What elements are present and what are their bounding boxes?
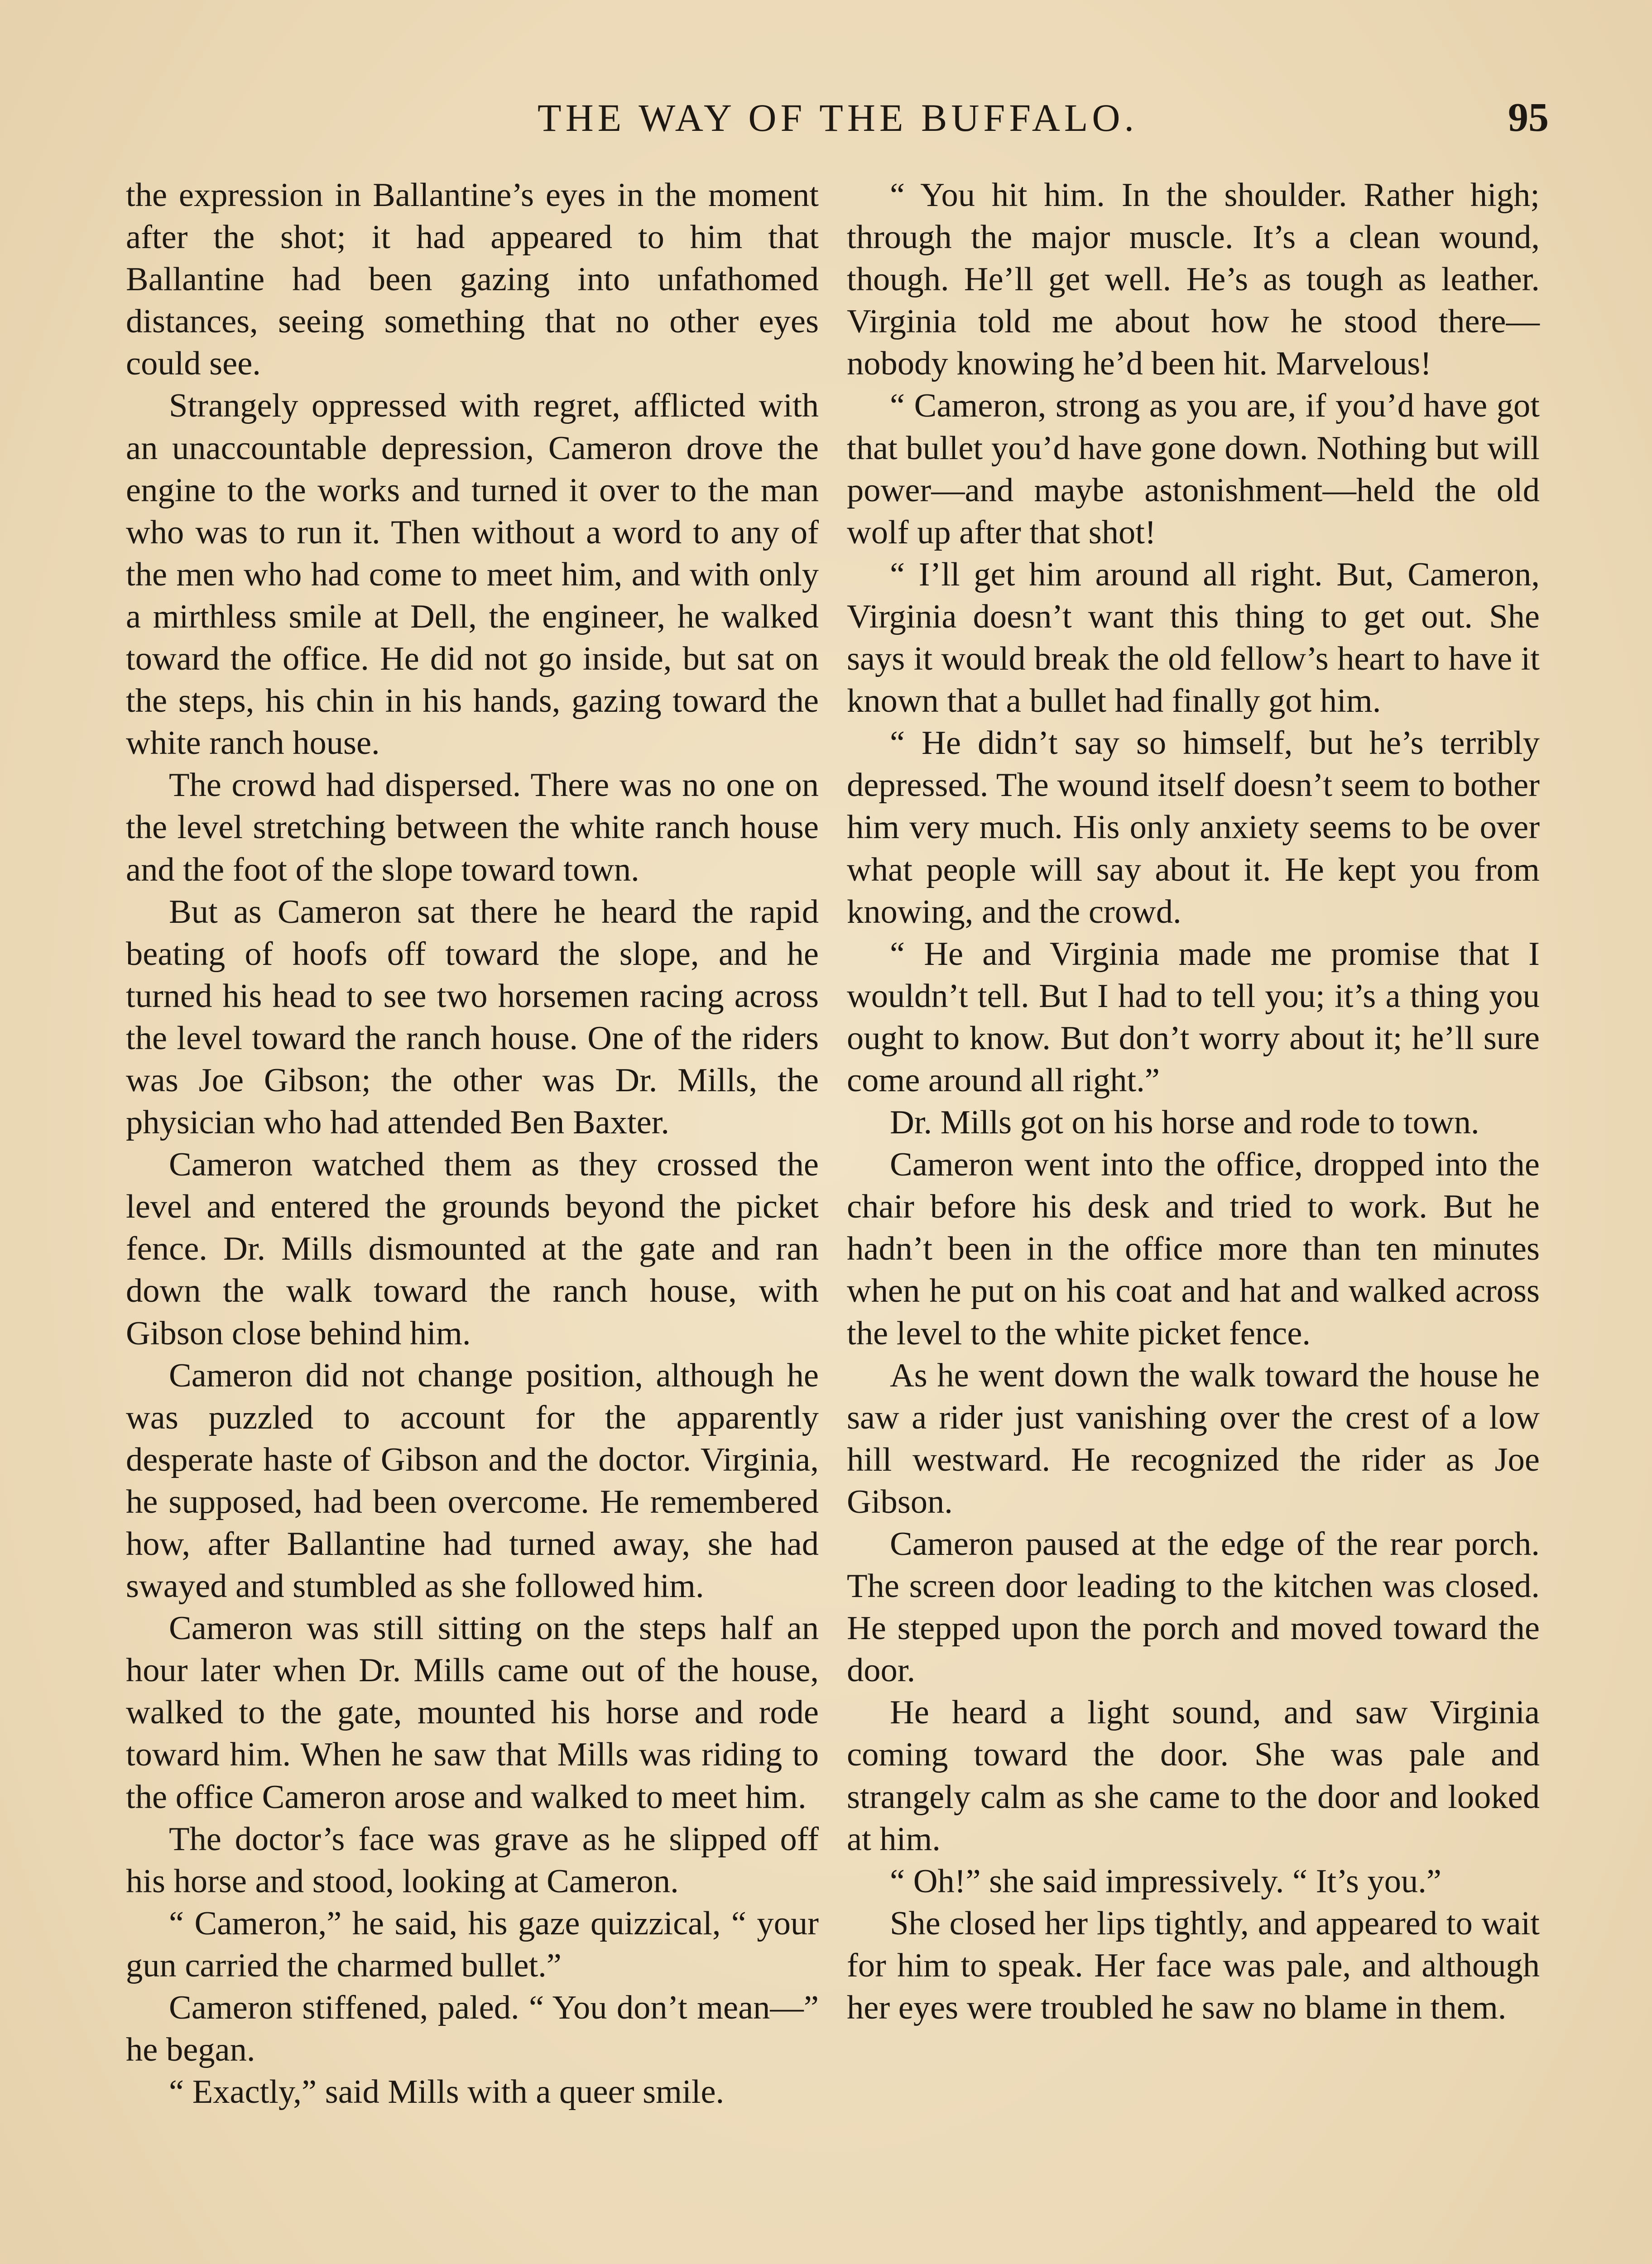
paragraph: Cameron was still sitting on the steps half an hour later when Dr. Mills came out of the house, walked to the gate, mounted his horse and rode toward him. When he saw that Mills was riding to the office Cameron arose and walked to meet him. xyxy=(126,1610,819,1816)
page-header xyxy=(127,93,1549,143)
paragraph: The doctor’s face was grave as he slipped off his horse and stood, looking at Cameron. xyxy=(126,1820,819,1900)
right-column xyxy=(847,174,1540,2029)
paragraph: The crowd had dispersed. There was no one on the level stretching between the white ranch house and the foot of the slope toward town. xyxy=(126,767,819,888)
paragraph: Cameron did not change position, although he was puzzled to account for the apparently desperate haste of Gibson and the doctor. Virginia, he supposed, had been overcome. He remembered how, after Ballantine had turned away, she had swayed and stumbled as she followed him. xyxy=(126,1357,819,1605)
paragraph: Cameron stiffened, paled. “ You don’t mean—” he began. xyxy=(126,1989,819,2069)
paragraph: Strangely oppressed with regret, afflicted with an unaccountable depression, Cameron drove the engine to the works and turned it over to the man who was to run it. Then without a word to any of the men who had come to meet him, and with only a mirthless smile at Dell, the engineer, he walked toward the office. He did not go inside, but sat on the steps, his chin in his hands, gazing toward the white ranch house. xyxy=(126,387,819,762)
paragraph: Cameron went into the office, dropped into the chair before his desk and tried to work. But he hadn’t been in the office more than ten minutes when he put on his coat and hat and walked across the level to the white picket fence. xyxy=(847,1146,1540,1352)
paragraph: As he went down the walk toward the house he saw a rider just vanishing over the crest of a low hill westward. He recognized the rider as Joe Gibson. xyxy=(847,1357,1540,1521)
paragraph: “ I’ll get him around all right. But, Cameron, Virginia doesn’t want this thing to get out. She says it would break the old fellow’s heart to have it known that a bullet had finally got him. xyxy=(847,556,1540,720)
paragraph: Cameron paused at the edge of the rear porch. The screen door leading to the kitchen was closed. He stepped upon the porch and moved toward the door. xyxy=(847,1525,1540,1689)
paragraph: “ He and Virginia made me promise that I wouldn’t tell. But I had to tell you; it’s a thing you ought to know. But don’t worry about it; he’ll sure come around all right.” xyxy=(847,935,1540,1099)
paragraph: the expression in Ballantine’s eyes in the moment after the shot; it had appeared to him that Ballantine had been gazing into unfathomed distances, seeing something that no other eyes could see. xyxy=(126,177,819,383)
page-number: 95 xyxy=(1508,95,1549,140)
paragraph: He heard a light sound, and saw Virginia coming toward the door. She was pale and strangely calm as she came to the door and looked at him. xyxy=(847,1694,1540,1858)
paragraph: “ Exactly,” said Mills with a queer smile. xyxy=(169,2073,725,2111)
paragraph: Dr. Mills got on his horse and rode to town. xyxy=(890,1104,1479,1142)
running-title: THE WAY OF THE BUFFALO. xyxy=(538,96,1138,139)
paragraph: Cameron watched them as they crossed the level and entered the grounds beyond the picket fence. Dr. Mills dismounted at the gate and ran down the walk toward the ranch house, with Gibson close behind him. xyxy=(126,1146,819,1352)
paragraph: “ Cameron,” he said, his gaze quizzical, “ your gun carried the charmed bullet.” xyxy=(126,1904,819,1984)
paragraph: “ Oh!” she said impressively. “ It’s you.” xyxy=(890,1862,1441,1900)
paragraph: “ You hit him. In the shoulder. Rather high; through the major muscle. It’s a clean wound, though. He’ll get well. He’s as tough as leather. Virginia told me about how he stood there—nobody knowing he’d been hit. Marvelous! xyxy=(847,177,1540,383)
paragraph: “ Cameron, strong as you are, if you’d have got that bullet you’d have gone down. Nothing but will power—and maybe astonishment—held the old wolf up after that shot! xyxy=(847,387,1540,551)
left-column xyxy=(126,174,819,2113)
paragraph: “ He didn’t say so himself, but he’s terribly depressed. The wound itself doesn’t seem to bother him very much. His only anxiety seems to be over what people will say about it. He kept you from knowing, and the crowd. xyxy=(847,724,1540,931)
paragraph: But as Cameron sat there he heard the rapid beating of hoofs off toward the slope, and he turned his head to see two horsemen racing across the level toward the ranch house. One of the riders was Joe Gibson; the other was Dr. Mills, the physician who had attended Ben Baxter. xyxy=(126,893,819,1142)
paragraph: She closed her lips tightly, and appeared to wait for him to speak. Her face was pale, and although her eyes were troubled he saw no blame in them. xyxy=(847,1904,1540,2027)
